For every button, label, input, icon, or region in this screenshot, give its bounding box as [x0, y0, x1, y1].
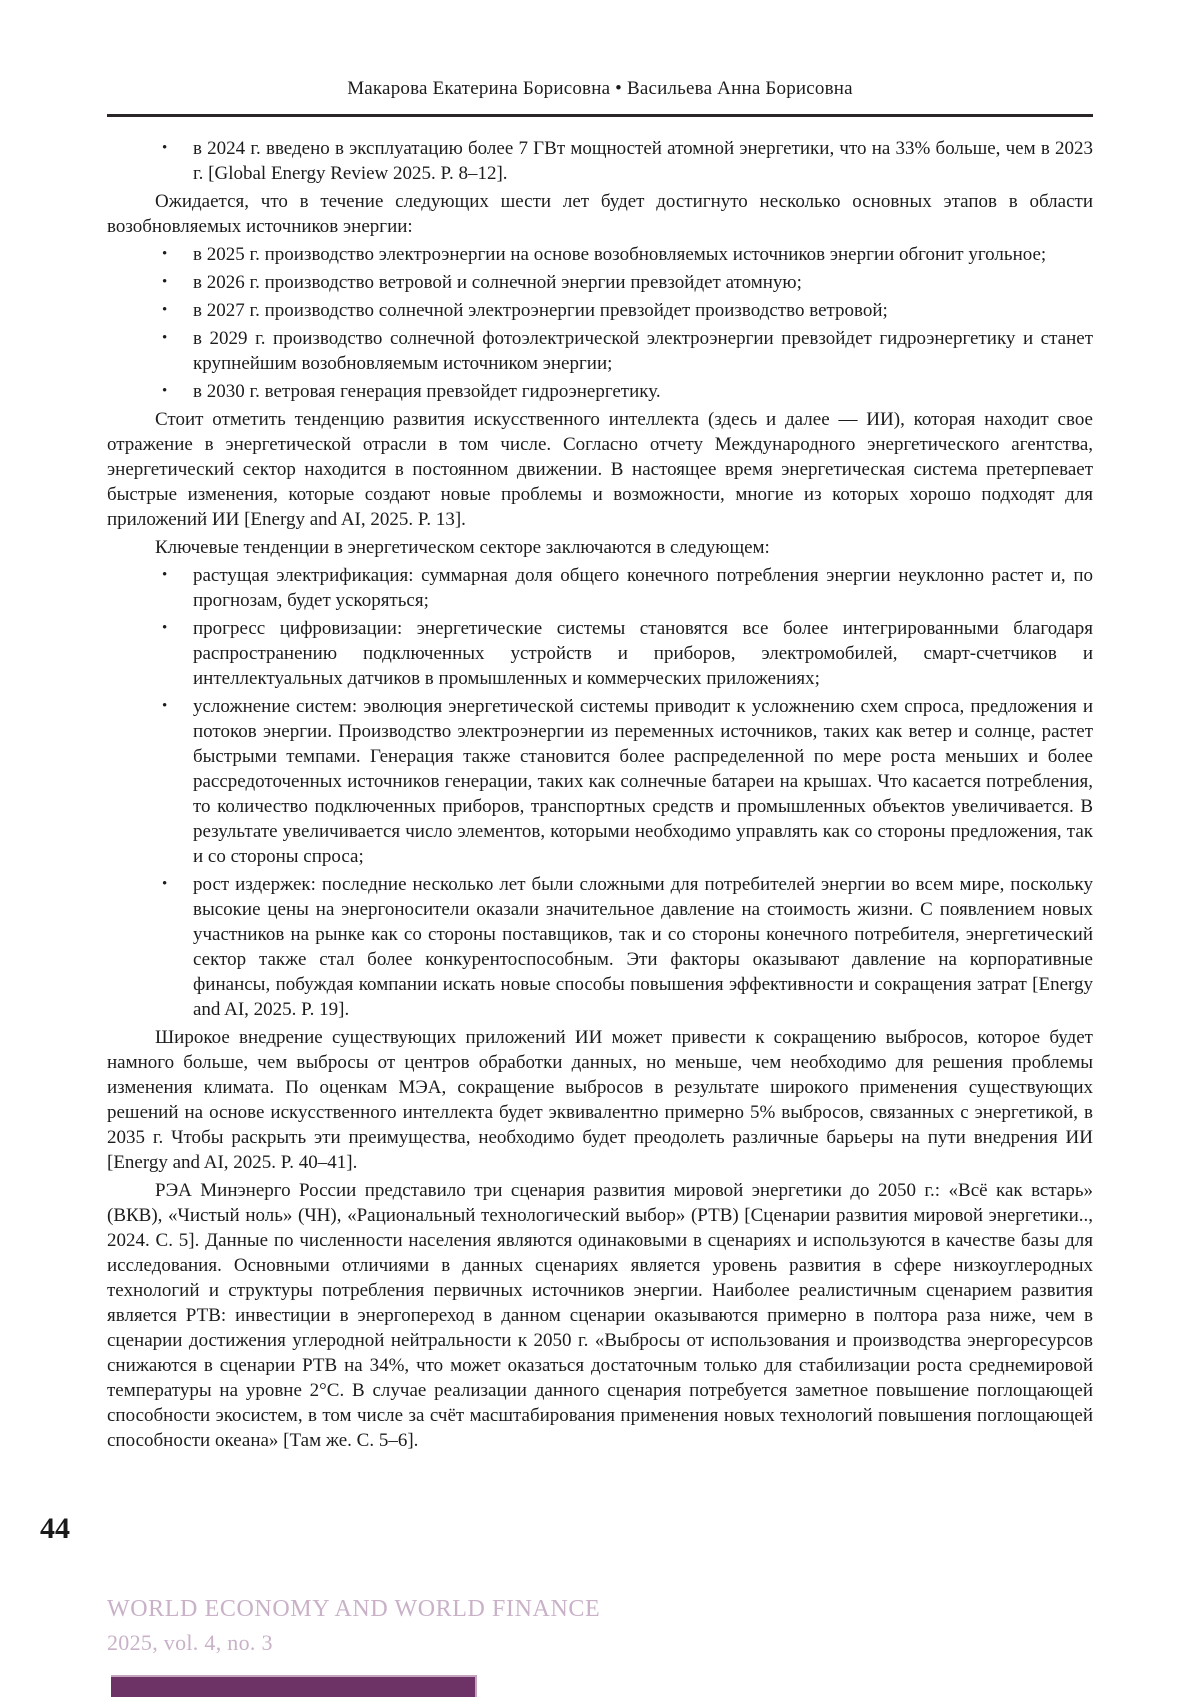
- bullet-text: в 2027 г. производство солнечной электроэнергии превзойдет производство ветровой;: [193, 300, 888, 321]
- paragraph: Ключевые тенденции в энергетическом секторе заключаются в следующем:: [155, 537, 770, 558]
- bullet-item: [107, 694, 1093, 869]
- bullet-text: в 2029 г. производство солнечной фотоэлектрической электроэнергии превзойдет гидроэнергетику и станет крупнейшим возобновляемым источником энергии;: [193, 328, 1093, 374]
- bullet-marker: •: [162, 620, 168, 636]
- paragraph: Стоит отметить тенденцию развития искусственного интеллекта (здесь и далее — ИИ), которая находит свое отражение в энергетической отрасли в том числе. Согласно отчету Международного энергетического агентства, энергетический сектор находится в постоянном движении. В настоящее время энергетическая система претерпевает быстрые изменения, которые создают новые проблемы и возможности, многие из которых хорошо подходят для приложений ИИ [Energy and AI, 2025. P. 13].: [107, 409, 1093, 530]
- bullet-marker: •: [162, 698, 168, 714]
- paragraph: РЭА Минэнерго России представило три сценария развития мировой энергетики до 2050 г.: «Всё как встарь» (ВКВ), «Чистый ноль» (ЧН), «Рациональный технологический выбор» (РТВ) [Сценарии развития мировой энергетики.., 2024. С. 5]. Данные по численности населения являются одинаковыми в сценариях и используются в качестве базы для исследования. Основными отличиями в данных сценариях является уровень развития в сфере низкоуглеродных технологий и структуры потребления первичных источников энергии. Наиболее реалистичным сценарием развития является РТВ: инвестиции в энергопереход в данном сценарии оказываются примерно в полтора раза ниже, чем в сценарии достижения углеродной нейтральности к 2050 г. «Выбросы от использования и производства энергоресурсов снижаются в сценарии РТВ на 34%, что может оказаться достаточным только для стабилизации роста среднемировой температуры на уровне 2°С. В случае реализации данного сценария потребуется заметное повышение поглощающей способности экосистем, в том числе за счёт масштабирования применения новых технологий повышения поглощающей способности океана» [Там же. С. 5–6].: [107, 1180, 1093, 1451]
- bullet-item: [107, 563, 1093, 613]
- paragraph: Широкое внедрение существующих приложений ИИ может привести к сокращению выбросов, которое будет намного больше, чем выбросы от центров обработки данных, но меньше, чем необходимо для решения проблемы изменения климата. По оценкам МЭА, сокращение выбросов в результате широкого применения существующих решений на основе искусственного интеллекта будет эквивалентно примерно 5% выбросов, связанных с энергетикой, в 2035 г. Чтобы раскрыть эти преимущества, необходимо будет преодолеть различные барьеры на пути внедрения ИИ [Energy and AI, 2025. P. 40–41].: [107, 1027, 1093, 1173]
- bullet-item: [107, 616, 1093, 691]
- article-body: [107, 133, 1093, 1453]
- header-rule: [107, 114, 1093, 117]
- journal-name: WORLD ECONOMY AND WORLD FINANCE: [107, 1596, 601, 1622]
- journal-issue: 2025, vol. 4, no. 3: [107, 1630, 273, 1655]
- bullet-marker: •: [162, 330, 168, 346]
- bullet-item: [107, 242, 1093, 267]
- bullet-item: [107, 298, 1093, 323]
- bullet-text: растущая электрификация: суммарная доля общего конечного потребления энергии неуклонно растет и, по прогнозам, будет ускоряться;: [193, 565, 1093, 611]
- bullet-marker: •: [162, 246, 168, 262]
- running-head-authors: Макарова Екатерина Борисовна • Васильева Анна Борисовна: [347, 78, 853, 99]
- footer-accent-bar: [111, 1675, 477, 1697]
- bullet-marker: •: [162, 383, 168, 399]
- bullet-marker: •: [162, 876, 168, 892]
- bullet-item: [107, 872, 1093, 1022]
- bullet-item: [107, 270, 1093, 295]
- paragraph: Ожидается, что в течение следующих шести лет будет достигнуто несколько основных этапов в области возобновляемых источников энергии:: [107, 191, 1093, 237]
- bullet-text: прогресс цифровизации: энергетические системы становятся все более интегрированными благодаря распространению подключенных устройств и приборов, электромобилей, смарт-счетчиков и интеллектуальных датчиков в промышленных и коммерческих приложениях;: [193, 618, 1093, 689]
- bullet-text: усложнение систем: эволюция энергетической системы приводит к усложнению схем спроса, предложения и потоков энергии. Производство электроэнергии из переменных источников, таких как ветер и солнце, растет быстрыми темпами. Генерация также становится более распределенной по мере роста меньших и более рассредоточенных источников генерации, таких как солнечные батареи на крышах. Что касается потребления, то количество подключенных приборов, транспортных средств и промышленных объектов увеличивается. В результате увеличивается число элементов, которыми необходимо управлять как со стороны предложения, так и со стороны спроса;: [193, 696, 1093, 867]
- page-number: 44: [40, 1512, 70, 1545]
- bullet-marker: •: [162, 567, 168, 583]
- bullet-text: в 2024 г. введено в эксплуатацию более 7 ГВт мощностей атомной энергетики, что на 33% больше, чем в 2023 г. [Global Energy Review 2025. P. 8–12].: [193, 138, 1093, 184]
- bullet-item: [107, 136, 1093, 186]
- bullet-text: в 2030 г. ветровая генерация превзойдет гидроэнергетику.: [193, 381, 661, 402]
- bullet-text: в 2026 г. производство ветровой и солнечной энергии превзойдет атомную;: [193, 272, 802, 293]
- bullet-marker: •: [162, 274, 168, 290]
- bullet-marker: •: [162, 302, 168, 318]
- bullet-item: [107, 379, 1093, 404]
- bullet-marker: •: [162, 140, 168, 156]
- bullet-text: в 2025 г. производство электроэнергии на основе возобновляемых источников энергии обгонит угольное;: [193, 244, 1047, 265]
- bullet-text: рост издержек: последние несколько лет были сложными для потребителей энергии во всем мире, поскольку высокие цены на энергоносители оказали значительное давление на стоимость жизни. С появлением новых участников на рынке как со стороны поставщиков, так и со стороны конечного потребителя, энергетический сектор также стал более конкурентоспособным. Эти факторы оказывают давление на корпоративные финансы, побуждая компании искать новые способы повышения эффективности и сокращения затрат [Energy and AI, 2025. P. 19].: [193, 874, 1093, 1020]
- bullet-item: [107, 326, 1093, 376]
